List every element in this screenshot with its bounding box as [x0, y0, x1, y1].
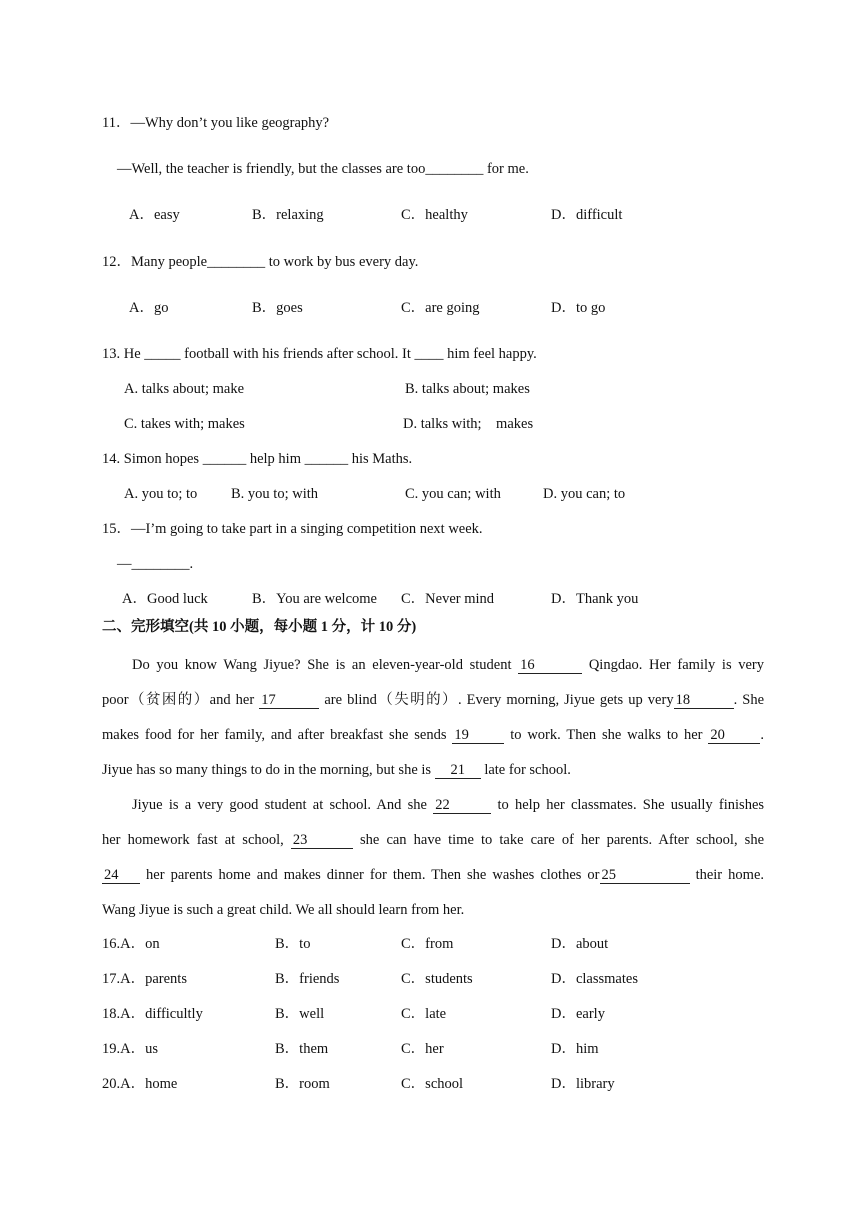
question-13-option-c: C. takes with; makes — [124, 416, 245, 432]
question-16-option-d: D．about — [551, 936, 609, 952]
passage-text: poor（贫困的）and her — [102, 692, 255, 708]
blank-25[interactable]: 25 — [600, 867, 690, 884]
passage-text: Qingdao. Her family is very — [588, 657, 765, 673]
blank-19[interactable]: 19 — [452, 727, 504, 744]
question-13-stem: 13. He _____ football with his friends after school. It ____ him feel happy. — [102, 346, 537, 362]
passage-text: to help her classmates. She usually finishes — [497, 797, 765, 813]
question-16-option-c: C．from — [401, 936, 454, 952]
question-15-option-b: B．You are welcome — [252, 591, 377, 607]
question-17-option-a: 17.A．parents — [102, 971, 187, 987]
question-15-reply: —________. — [117, 556, 194, 572]
question-12-option-b: B．goes — [252, 300, 303, 316]
question-11-reply: —Well, the teacher is friendly, but the classes are too________ for me. — [117, 161, 529, 177]
passage-text: Jiyue has so many things to do in the morning, but she is — [102, 762, 432, 778]
question-12-stem: 12．Many people________ to work by bus every day. — [102, 254, 419, 270]
question-20-option-d: D．library — [551, 1076, 615, 1092]
question-11-option-a: A．easy — [129, 207, 180, 223]
question-18-option-a: 18.A．difficultly — [102, 1006, 203, 1022]
question-18-option-c: C．late — [401, 1006, 447, 1022]
question-17-option-c: C．students — [401, 971, 473, 987]
passage-line: Wang Jiyue is such a great child. We all should learn from her. — [102, 902, 465, 918]
passage-text: Do you know Wang Jiyue? She is an eleven-year-old student — [132, 657, 512, 673]
question-16-option-a: 16.A．on — [102, 936, 160, 952]
question-11-stem: 11．—Why don’t you like geography? — [102, 115, 330, 131]
question-19-option-c: C．her — [401, 1041, 444, 1057]
question-17-option-b: B．friends — [275, 971, 340, 987]
passage-text: her homework fast at school, — [102, 832, 284, 848]
question-13-option-d: D. talks with; makes — [403, 416, 534, 432]
passage-line — [102, 865, 764, 885]
question-15-option-a: A．Good luck — [122, 591, 208, 607]
question-12-option-d: D．to go — [551, 300, 606, 316]
passage-line — [102, 830, 764, 850]
question-19-option-b: B．them — [275, 1041, 329, 1057]
question-15-option-d: D．Thank you — [551, 591, 639, 607]
question-14-option-b: B. you to; with — [231, 486, 319, 502]
passage-text: . She — [733, 692, 765, 708]
question-18-option-b: B．well — [275, 1006, 325, 1022]
blank-22[interactable]: 22 — [433, 797, 491, 814]
passage-line — [102, 725, 764, 745]
blank-24[interactable]: 24 — [102, 867, 140, 884]
passage-text: Jiyue is a very good student at school. And she — [132, 797, 427, 813]
question-11-option-c: C．healthy — [401, 207, 468, 223]
question-19-option-d: D．him — [551, 1041, 599, 1057]
passage-line — [132, 795, 764, 815]
passage-text: . — [760, 727, 764, 743]
question-13-option-b: B. talks about; makes — [405, 381, 530, 397]
question-19-option-a: 19.A．us — [102, 1041, 158, 1057]
question-17-option-d: D．classmates — [551, 971, 638, 987]
passage-line — [102, 760, 571, 780]
blank-18[interactable]: 18 — [674, 692, 734, 709]
question-15-stem: 15．—I’m going to take part in a singing competition next week. — [102, 521, 483, 537]
question-12-option-a: A．go — [129, 300, 169, 316]
blank-20[interactable]: 20 — [708, 727, 760, 744]
question-13-option-a: A. talks about; make — [124, 381, 245, 397]
blank-17[interactable]: 17 — [259, 692, 319, 709]
question-12-option-c: C．are going — [401, 300, 480, 316]
section-heading-cloze: 二、完形填空(共 10 小题，每小题 1 分，计 10 分) — [102, 619, 417, 635]
question-11-option-b: B．relaxing — [252, 207, 324, 223]
passage-text: late for school. — [484, 762, 571, 778]
question-18-option-d: D．early — [551, 1006, 605, 1022]
passage-line — [132, 655, 764, 675]
question-11-option-d: D．difficult — [551, 207, 623, 223]
passage-text: are blind（失明的）. Every morning, Jiyue gets up very — [324, 692, 674, 708]
passage-text: she can have time to take care of her parents. After school, she — [360, 832, 765, 848]
passage-text: makes food for her family, and after breakfast she sends — [102, 727, 447, 743]
passage-text: their home. — [695, 867, 765, 883]
question-20-option-b: B．room — [275, 1076, 330, 1092]
question-14-option-d: D. you can; to — [543, 486, 626, 502]
blank-16[interactable]: 16 — [518, 657, 582, 674]
question-15-option-c: C．Never mind — [401, 591, 495, 607]
blank-21[interactable]: 21 — [435, 762, 481, 779]
question-16-option-b: B．to — [275, 936, 311, 952]
passage-text: to work. Then she walks to her — [510, 727, 703, 743]
question-20-option-c: C．school — [401, 1076, 464, 1092]
passage-line — [102, 690, 764, 710]
passage-text: her parents home and makes dinner for them. Then she washes clothes or — [146, 867, 600, 883]
blank-23[interactable]: 23 — [291, 832, 353, 849]
question-14-option-c: C. you can; with — [405, 486, 501, 502]
question-14-stem: 14. Simon hopes ______ help him ______ his Maths. — [102, 451, 413, 467]
question-14-option-a: A. you to; to — [124, 486, 198, 502]
question-20-option-a: 20.A．home — [102, 1076, 178, 1092]
